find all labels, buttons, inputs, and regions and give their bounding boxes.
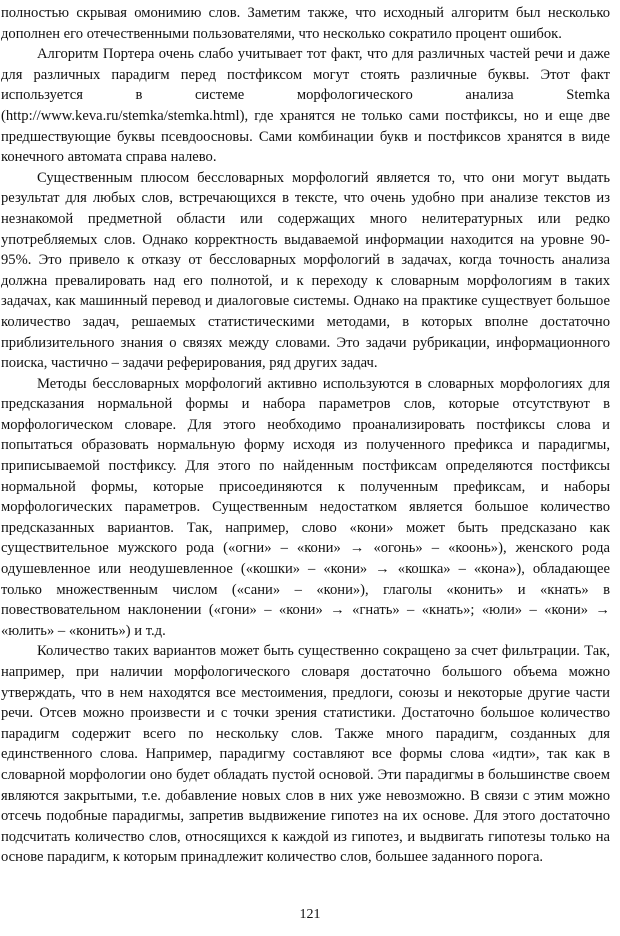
paragraph-4: Методы бессловарных морфологий активно используются в словарных морфологиях для предсказания нормальной формы и набора параметров слов, которые отсутствуют в морфологическом словаре. Для этого необходимо проанализировать постфиксы слова и попытаться образовать нормальную форму исходя из полученного префикса и парадигмы, приписываемой постфиксу. Для этого по найденным постфиксам определяются постфиксы нормальной формы, которые присоединяются к полученным префиксам, и наборы морфологических параметров. Существенным недостатком является большое количество предсказанных вариантов. Так, например, слово «кони» может быть предсказано как существительное мужского рода («огни» – «кони» → «огонь» – «коонь»), женского рода одушевленное или неодушевленное («кошки» – «кони» → «кошка» – «кона»), обладающее только множественным числом («сани» – «кони»), глаголы «конить» и «кнать» в повествовательном наклонении («гони» – «кони» → «гнать» – «кнать»; «юли» – «кони» → «юлить» – «конить») и т.д.	[1, 375, 610, 639]
paragraph-1: полностью скрывая омонимию слов. Заметим также, что исходный алгоритм был несколько дополнен его отечественными пользователями, что несколько сократило процент ошибок.	[1, 5, 610, 42]
paragraph-3: Существенным плюсом бессловарных морфологий является то, что они могут выдать результат для любых слов, встречающихся в тексте, что очень удобно при анализе текстов из незнакомой предметной области или содержащих много нелитературных или редко употребляемых слов. Однако корректность выдаваемой информации находится на уровне 90-95%. Это привело к отказу от бессловарных морфологий в задачах, когда точность анализа должна превалировать над его полнотой, и к переходу к словарным морфологиям в таких задачах, как машинный перевод и диалоговые системы. Однако на практике существует большое количество задач, решаемых статистическими методами, в которых вполне достаточно приблизительного знания о связях между словами. Это задачи рубрикации, информационного поиска, частично – задачи реферирования, ряд других задач.	[1, 169, 610, 372]
paragraph-5: Количество таких вариантов может быть существенно сокращено за счет фильтрации. Так, например, при наличии морфологического словаря достаточно большого объема можно утверждать, что в нем находятся все местоимения, предлоги, союзы и некоторые другие части речи. Отсев можно произвести и с точки зрения статистики. Достаточно большое количество парадигм содержит всего по нескольку слов. Также много парадигм, созданных для единственного слова. Например, парадигму составляют все формы слова «идти», так как в словарной морфологии оно будет обладать пустой основой. Эти парадигмы в большинстве своем являются закрытыми, т.е. добавление новых слов в них уже невозможно. В связи с этим можно отсечь подобные парадигмы, запретив выдвижение гипотез на их основе. Для этого достаточно подсчитать количество слов, относящихся к каждой из гипотез, и выдвигать гипотезы только на основе парадигм, к которым принадлежит количество слов, большее заданного порога.	[1, 643, 610, 866]
page-number: 121	[299, 907, 321, 922]
paragraph-2: Алгоритм Портера очень слабо учитывает тот факт, что для различных частей речи и даже для различных парадигм перед постфиксом могут стоять различные буквы. Этот факт используется в системе морфологического анализа Stemka (http://www.keva.ru/stemka/stemka.html), где хранятся не только сами постфиксы, но и еще две предшествующие буквы псевдоосновы. Сами комбинации букв и постфиксов хранятся в виде конечного автомата справа налево.	[1, 46, 610, 166]
